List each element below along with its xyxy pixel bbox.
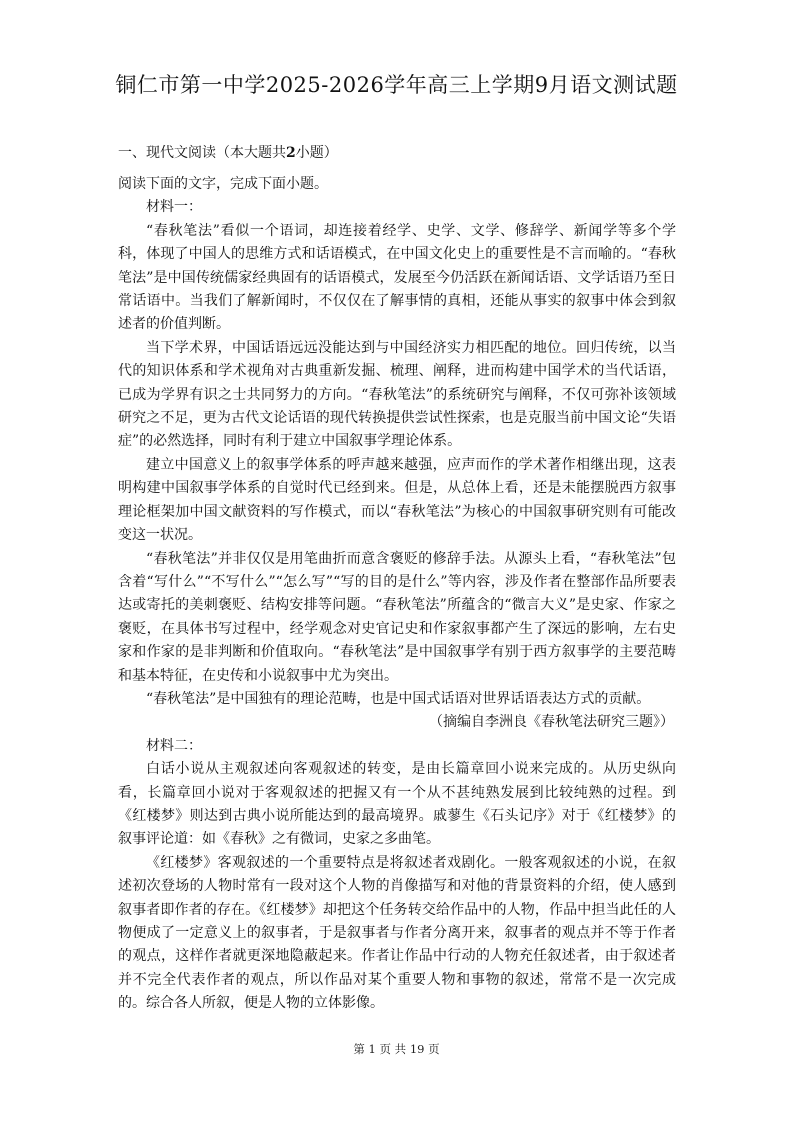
material2-label: 材料二： — [146, 737, 202, 754]
section-heading-suffix: 小题） — [295, 145, 338, 161]
material1-label: 材料一： — [146, 199, 202, 216]
material1-paragraph: 建立中国意义上的叙事学体系的呼声越来越强，应声而作的学术著作相继出现，这表明构建中国叙事学体系的自觉时代已经到来。但是，从总体上看，还是未能摆脱西方叙事理论框架加中国文献资料的写作模式，而以“春秋笔法”为核心的中国叙事研究则有可能改变这一状况。 — [118, 456, 676, 544]
material1-paragraph: “春秋笔法”并非仅仅是用笔曲折而意含褒贬的修辞手法。从源头上看，“春秋笔法”包含着“写什么”“不写什么”“怎么写”“写的目的是什么”等内容，涉及作者在整部作品所要表达或寄托的美刺褒贬、结构安排等问题。“春秋笔法”所蕴含的“微言大义”是史家、作家之褒贬，在具体书写过程中，经学观念对史官记史和作家叙事都产生了深远的影响，左右史家和作家的是非判断和价值取向。“春秋笔法”是中国叙事学有别于西方叙事学的主要范畴和基本特征，在史传和小说叙事中尤为突出。 — [118, 550, 676, 684]
section-heading-prefix: 一、现代文阅读（本大题共 — [118, 145, 286, 161]
instruction-text: 阅读下面的文字，完成下面小题。 — [118, 176, 328, 192]
reading-content — [118, 173, 676, 1016]
section-heading — [118, 143, 338, 163]
material1-paragraph: “春秋笔法”是中国独有的理论范畴，也是中国式话语对世界话语表达方式的贡献。 — [146, 690, 651, 707]
material1-paragraph: 当下学术界，中国话语远远没能达到与中国经济实力相匹配的地位。回归传统，以当代的知识体系和学术视角对古典重新发掘、梳理、阐释，进而构建中国学术的当代话语，已成为学界有识之士共同努力的方向。“春秋笔法”的系统研究与阐释，不仅可弥补该领域研究之不足，更为古代文论话语的现代转换提供尝试性探索，也是克服当前中国文论“失语症”的必然选择，同时有利于建立中国叙事学理论体系。 — [118, 339, 676, 450]
page-title: 铜仁市第一中学2025-2026学年高三上学期9月语文测试题 — [115, 73, 678, 97]
material2-paragraph: 白话小说从主观叙述向客观叙述的转变，是由长篇章回小说来完成的。从历史纵向看，长篇章回小说对于客观叙述的把握又有一个从不甚纯熟发展到比较纯熟的过程。到《红楼梦》则达到古典小说所能达到的最高境界。戚蓼生《石头记序》对于《红楼梦》的叙事评论道：如《春秋》之有微词，史家之多曲笔。 — [118, 761, 676, 848]
material2-paragraph: 《红楼梦》客观叙述的一个重要特点是将叙述者戏剧化。一般客观叙述的小说，在叙述初次登场的人物时常有一段对这个人物的肖像描写和对他的背景资料的介绍，使人感到叙事者即作者的存在。《红楼梦》却把这个任务转交给作品中的人物，作品中担当此任的人物便成了一定意义上的叙事者，于是叙事者与作者分离开来，叙事者的观点并不等于作者的观点，这样作者就更深地隐蔽起来。作者让作品中行动的人物充任叙述者，由于叙述者并不完全代表作者的观点，所以作品对某个重要人物和事物的叙述，常常不是一次完成的。综合各人所叙，便是人物的立体影像。 — [118, 854, 676, 1012]
material1-source: （摘编自李洲良《春秋笔法研究三题》） — [429, 714, 674, 731]
material1-paragraph: “春秋笔法”看似一个语词，却连接着经学、史学、文学、修辞学、新闻学等多个学科，体现了中国人的思维方式和话语模式，在中国文化史上的重要性是不言而喻的。“春秋笔法”是中国传统儒家经典固有的话语模式，发展至今仍活跃在新闻话语、文学话语乃至日常话语中。当我们了解新闻时，不仅仅在了解事情的真相，还能从事实的叙事中体会到叙述者的价值判断。 — [118, 222, 676, 333]
page-footer: 第 1 页 共 19 页 — [353, 1042, 440, 1056]
question-count: 2 — [286, 145, 296, 161]
